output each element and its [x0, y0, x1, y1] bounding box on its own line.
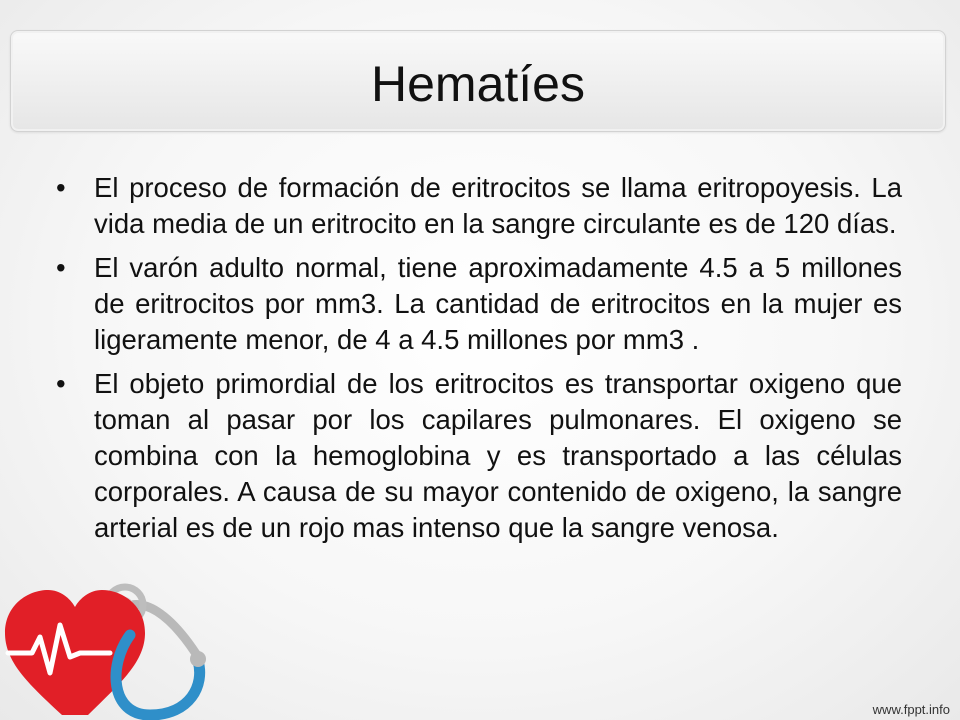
bullet-dot: •	[56, 172, 66, 203]
bullet-text: El proceso de formación de eritrocitos se llama eritropoyesis. La vida media de un eritrocito en la sangre circulante es de 120 días.	[94, 172, 902, 239]
bullet-item-3	[56, 366, 902, 546]
footer-watermark: www.fppt.info	[872, 702, 950, 717]
bullet-list	[56, 170, 902, 554]
bullet-text: El objeto primordial de los eritrocitos es transportar oxigeno que toman al pasar por los capilares pulmonares. El oxigeno se combina con la hemoglobina y es transportado a las células corporales. A causa de su mayor contenido de oxigeno, la sangre arterial es de un rojo mas intenso que la sangre venosa.	[94, 368, 902, 543]
heart-stethoscope-illustration	[0, 565, 260, 720]
bullet-dot: •	[56, 368, 66, 399]
bullet-dot: •	[56, 252, 66, 283]
bullet-text: El varón adulto normal, tiene aproximadamente 4.5 a 5 millones de eritrocitos por mm3. La cantidad de eritrocitos en la mujer es ligeramente menor, de 4 a 4.5 millones por mm3 .	[94, 252, 902, 355]
slide-title: Hematíes	[371, 56, 585, 112]
title-box	[10, 30, 946, 132]
bullet-item-1	[56, 170, 902, 242]
bullet-item-2	[56, 250, 902, 358]
